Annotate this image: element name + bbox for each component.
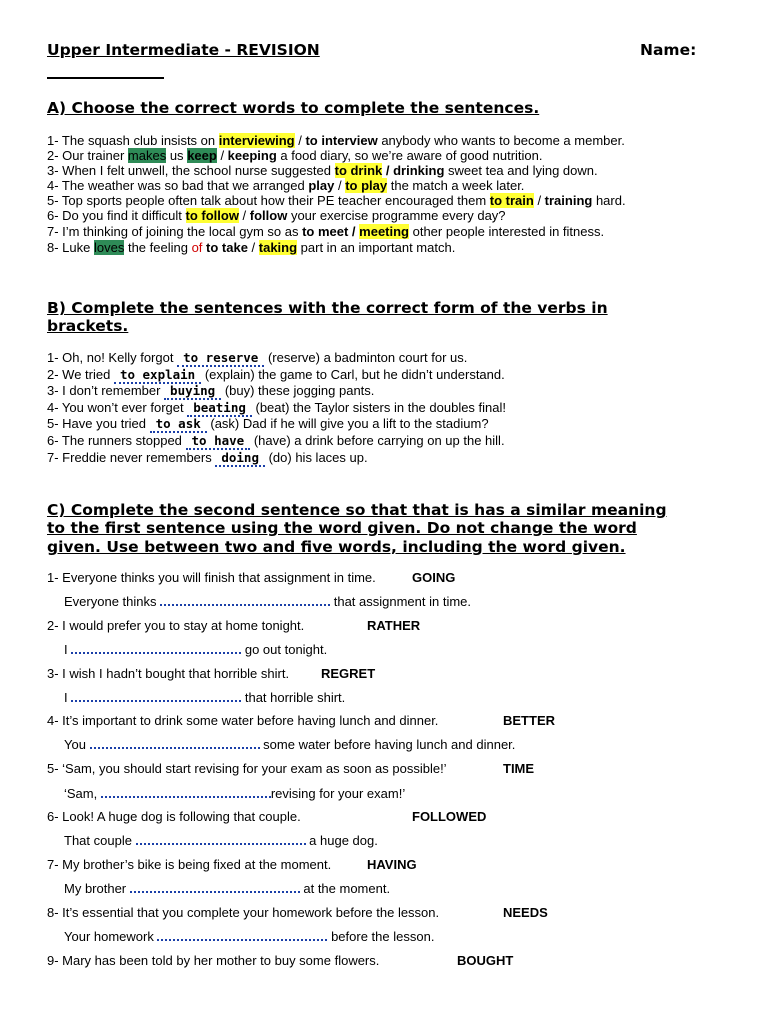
red-word: of xyxy=(191,240,203,255)
a-sentence-6 xyxy=(47,208,506,223)
b-sentence-4 xyxy=(47,400,506,417)
text: My brother xyxy=(64,881,130,896)
option-highlighted: keep xyxy=(187,148,217,163)
section-a-heading: A) Choose the correct words to complete the sentences. xyxy=(47,99,540,117)
option-highlighted: to play xyxy=(345,178,388,193)
text: 7- Freddie never remembers xyxy=(47,450,216,465)
text: 2- We tried xyxy=(47,367,114,382)
text: (beat) the Taylor sisters in the doubles final! xyxy=(251,400,507,415)
text: / xyxy=(533,193,545,208)
a-sentence-3 xyxy=(47,163,598,178)
verb-highlighted: makes xyxy=(127,148,167,163)
text: You xyxy=(64,737,90,752)
text: anybody who wants to become a member. xyxy=(377,133,625,148)
text: that horrible shirt. xyxy=(241,690,346,705)
text: / xyxy=(247,240,259,255)
text: go out tonight. xyxy=(241,642,328,657)
option: / drinking xyxy=(382,163,445,178)
answer-blank[interactable]: buying xyxy=(164,383,221,400)
text: Everyone thinks xyxy=(64,594,161,609)
option-highlighted: taking xyxy=(258,240,298,255)
name-line xyxy=(47,77,164,79)
b-sentence-5 xyxy=(47,416,489,433)
option: play xyxy=(308,178,335,193)
text: 1- Oh, no! Kelly forgot xyxy=(47,350,178,365)
text: a huge dog. xyxy=(305,833,378,848)
answer-blank[interactable] xyxy=(90,736,260,749)
answer-blank[interactable] xyxy=(160,593,330,606)
key-word: BOUGHT xyxy=(457,953,514,968)
answer-blank[interactable]: to have xyxy=(186,433,251,450)
c-answer-line-7 xyxy=(64,880,390,896)
c-question-5: 5- ‘Sam, you should start revising for your exam as soon as possible!’ xyxy=(47,761,447,776)
answer-blank[interactable]: doing xyxy=(215,450,265,467)
text: 4- The weather was so bad that we arranged xyxy=(47,178,309,193)
option: training xyxy=(544,193,593,208)
answer-blank[interactable]: to reserve xyxy=(177,350,264,367)
c-answer-line-4 xyxy=(64,736,515,752)
b-sentence-3 xyxy=(47,383,374,400)
text: 5- Have you tried xyxy=(47,416,150,431)
c-question-8: 8- It’s essential that you complete your homework before the lesson. xyxy=(47,905,440,920)
text: / xyxy=(216,148,228,163)
option: follow xyxy=(249,208,288,223)
text: 6- The runners stopped xyxy=(47,433,186,448)
c-answer-line-1 xyxy=(64,593,471,609)
key-word: GOING xyxy=(412,570,456,585)
text: 3- When I felt unwell, the school nurse suggested xyxy=(47,163,335,178)
text: / xyxy=(334,178,346,193)
c-question-4: 4- It’s important to drink some water before having lunch and dinner. xyxy=(47,713,439,728)
section-c-heading-line-1: C) Complete the second sentence so that that is has a similar meaning xyxy=(47,501,667,519)
c-answer-line-6 xyxy=(64,832,378,848)
key-word: FOLLOWED xyxy=(412,809,487,824)
text: 1- The squash club insists on xyxy=(47,133,219,148)
text: That couple xyxy=(64,833,136,848)
text: other people interested in fitness. xyxy=(409,224,605,239)
answer-blank[interactable] xyxy=(157,928,327,941)
b-sentence-2 xyxy=(47,367,505,384)
option-highlighted: to drink xyxy=(334,163,383,178)
c-question-7: 7- My brother’s bike is being fixed at the moment. xyxy=(47,857,332,872)
text: ‘Sam, xyxy=(64,786,101,801)
option-highlighted: to train xyxy=(489,193,534,208)
text: (explain) the game to Carl, but he didn’t understand. xyxy=(201,367,505,382)
key-word: NEEDS xyxy=(503,905,548,920)
option: to take xyxy=(202,240,248,255)
text: I xyxy=(64,642,72,657)
answer-blank[interactable]: beating xyxy=(187,400,252,417)
section-c-heading-line-2: to the first sentence using the word given. Do not change the word xyxy=(47,519,637,537)
b-sentence-6 xyxy=(47,433,505,450)
text: (have) a drink before carrying on up the hill. xyxy=(250,433,505,448)
text: the match a week later. xyxy=(387,178,525,193)
text: (ask) Dad if he will give you a lift to the stadium? xyxy=(206,416,489,431)
text: 2- Our trainer xyxy=(47,148,128,163)
text: before the lesson. xyxy=(327,929,435,944)
answer-blank[interactable] xyxy=(136,832,306,845)
text: 7- I’m thinking of joining the local gym so as xyxy=(47,224,303,239)
text: revising for your exam!’ xyxy=(270,786,406,801)
answer-blank[interactable] xyxy=(130,880,300,893)
option-highlighted: to follow xyxy=(185,208,239,223)
section-c-heading-line-3: given. Use between two and five words, including the word given. xyxy=(47,538,626,556)
answer-blank[interactable]: to ask xyxy=(150,416,207,433)
text: at the moment. xyxy=(299,881,391,896)
text: (buy) these jogging pants. xyxy=(221,383,375,398)
text: 3- I don’t remember xyxy=(47,383,165,398)
key-word: RATHER xyxy=(367,618,421,633)
section-b-heading-line-2: brackets. xyxy=(47,317,129,335)
text: sweet tea and lying down. xyxy=(444,163,598,178)
text: us xyxy=(166,148,188,163)
answer-blank[interactable] xyxy=(71,641,241,654)
text: some water before having lunch and dinner. xyxy=(259,737,516,752)
c-answer-line-8 xyxy=(64,928,434,944)
b-sentence-1 xyxy=(47,350,467,367)
option-highlighted: interviewing xyxy=(218,133,295,148)
text: (reserve) a badminton court for us. xyxy=(264,350,468,365)
text: I xyxy=(64,690,72,705)
key-word: TIME xyxy=(503,761,535,776)
answer-blank[interactable]: to explain xyxy=(114,367,201,384)
c-question-1: 1- Everyone thinks you will finish that assignment in time. xyxy=(47,570,376,585)
c-answer-line-5 xyxy=(64,785,405,801)
verb-highlighted: loves xyxy=(93,240,125,255)
text: / xyxy=(294,133,306,148)
a-sentence-2 xyxy=(47,148,542,163)
text: (do) his laces up. xyxy=(264,450,368,465)
b-sentence-7 xyxy=(47,450,368,467)
c-answer-line-3 xyxy=(64,689,345,705)
name-label: Name: xyxy=(640,41,697,59)
a-sentence-7 xyxy=(47,224,604,239)
text: 8- Luke xyxy=(47,240,94,255)
answer-blank[interactable] xyxy=(101,785,271,798)
text: hard. xyxy=(592,193,626,208)
text: a food diary, so we’re aware of good nutrition. xyxy=(276,148,543,163)
text: that assignment in time. xyxy=(330,594,472,609)
text: / xyxy=(238,208,250,223)
option: to meet / xyxy=(302,224,360,239)
key-word: BETTER xyxy=(503,713,555,728)
section-b-heading-line-1: B) Complete the sentences with the correct form of the verbs in xyxy=(47,299,608,317)
answer-blank[interactable] xyxy=(71,689,241,702)
text: 4- You won’t ever forget xyxy=(47,400,188,415)
c-answer-line-2 xyxy=(64,641,327,657)
c-question-9: 9- Mary has been told by her mother to buy some flowers. xyxy=(47,953,380,968)
worksheet-title: Upper Intermediate - REVISION xyxy=(47,41,320,59)
a-sentence-4 xyxy=(47,178,524,193)
text: the feeling xyxy=(124,240,192,255)
text: your exercise programme every day? xyxy=(287,208,506,223)
text: Your homework xyxy=(64,929,158,944)
c-question-6: 6- Look! A huge dog is following that couple. xyxy=(47,809,301,824)
text: 5- Top sports people often talk about how their PE teacher encouraged them xyxy=(47,193,490,208)
key-word: HAVING xyxy=(367,857,417,872)
option-highlighted: meeting xyxy=(359,224,409,239)
a-sentence-8 xyxy=(47,240,455,255)
c-question-2: 2- I would prefer you to stay at home tonight. xyxy=(47,618,305,633)
a-sentence-1 xyxy=(47,133,625,148)
c-question-3: 3- I wish I hadn’t bought that horrible shirt. xyxy=(47,666,290,681)
text: 6- Do you find it difficult xyxy=(47,208,186,223)
option: keeping xyxy=(227,148,277,163)
option: to interview xyxy=(305,133,378,148)
a-sentence-5 xyxy=(47,193,626,208)
text: part in an important match. xyxy=(297,240,456,255)
key-word: REGRET xyxy=(321,666,376,681)
